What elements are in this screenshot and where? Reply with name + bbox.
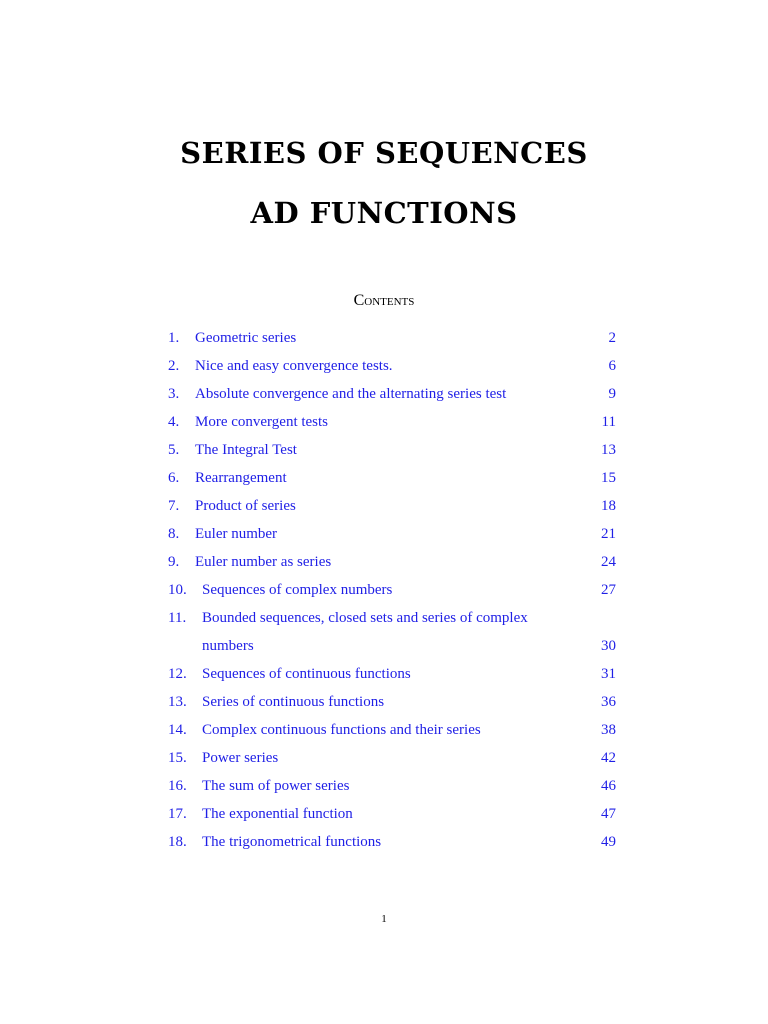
toc-entry-5[interactable] [168,438,616,466]
toc-entry-title[interactable]: Nice and easy convergence tests. [195,358,393,374]
toc-entry-11[interactable] [168,606,616,662]
toc-entry-title[interactable]: The sum of power series [202,778,350,794]
toc-entry-number: 14. [168,722,187,738]
toc-entry-number: 12. [168,666,187,682]
toc-entry-number: 3. [168,386,180,402]
page-number: 1 [381,913,387,925]
toc-entry-title-line-1[interactable]: Bounded sequences, closed sets and series of complex [202,610,528,626]
toc-entry-number: 8. [168,526,180,542]
toc-entry-number: 18. [168,834,187,850]
toc-entry-page[interactable]: 46 [601,778,616,794]
toc-entry-page[interactable]: 9 [608,386,616,402]
toc-entry-title[interactable]: Power series [202,750,279,766]
toc-entry-page[interactable]: 42 [601,750,616,766]
toc-entry-number: 7. [168,498,180,514]
toc-entry-18[interactable] [168,830,616,858]
toc-entry-2[interactable] [168,354,616,382]
toc-entry-10[interactable] [168,578,616,606]
document-title-line-2: AD FUNCTIONS [250,196,518,230]
toc-entry-title[interactable]: The trigonometrical functions [202,834,382,850]
document-title-line-1: SERIES OF SEQUENCES [180,136,588,170]
toc-entry-number: 17. [168,806,187,822]
toc-entry-title[interactable]: Product of series [195,498,296,514]
toc-entry-number: 5. [168,442,180,458]
toc-entry-13[interactable] [168,690,616,718]
toc-entry-3[interactable] [168,382,616,410]
toc-entry-title[interactable]: Complex continuous functions and their series [202,722,481,738]
toc-entry-title[interactable]: The Integral Test [195,442,297,458]
toc-entry-page[interactable]: 27 [601,582,616,598]
toc-entry-title[interactable]: Absolute convergence and the alternating series test [195,386,507,402]
toc-entry-page[interactable]: 6 [608,358,616,374]
toc-entry-page[interactable]: 21 [601,526,616,542]
toc-entry-title-line-2[interactable]: numbers [202,638,254,654]
toc-entry-number: 1. [168,330,180,346]
toc-entry-number: 4. [168,414,180,430]
toc-entry-title[interactable]: Series of continuous functions [202,694,385,710]
toc-entry-6[interactable] [168,466,616,494]
toc-entry-number: 16. [168,778,187,794]
toc-entry-number: 15. [168,750,187,766]
toc-entry-8[interactable] [168,522,616,550]
toc-entry-page[interactable]: 18 [601,498,616,514]
toc-entry-page[interactable]: 30 [601,638,616,654]
toc-entry-title[interactable]: Rearrangement [195,470,287,486]
toc-entry-number: 2. [168,358,180,374]
toc-entry-4[interactable] [168,410,616,438]
toc-entry-9[interactable] [168,550,616,578]
toc-entry-page[interactable]: 11 [601,414,616,430]
toc-entry-number: 10. [168,582,187,598]
toc-entry-page[interactable]: 47 [601,806,616,822]
toc-entry-page[interactable]: 31 [601,666,616,682]
toc-entry-title[interactable]: Geometric series [195,330,297,346]
toc-entry-page[interactable]: 2 [608,330,616,346]
toc-entry-title[interactable]: The exponential function [202,806,353,822]
toc-entry-15[interactable] [168,746,616,774]
toc-entry-number: 11. [168,610,187,626]
toc-entry-17[interactable] [168,802,616,830]
table-of-contents [168,326,616,858]
contents-heading: Contents [353,292,415,309]
toc-entry-16[interactable] [168,774,616,802]
toc-entry-1[interactable] [168,326,616,354]
toc-entry-title[interactable]: Sequences of complex numbers [202,582,393,598]
toc-entry-number: 13. [168,694,187,710]
toc-entry-title[interactable]: Sequences of continuous functions [202,666,411,682]
toc-entry-page[interactable]: 15 [601,470,616,486]
toc-entry-title[interactable]: More convergent tests [195,414,329,430]
toc-entry-page[interactable]: 24 [601,554,616,570]
toc-entry-title[interactable] [202,604,580,660]
toc-entry-title[interactable]: Euler number [195,526,278,542]
toc-entry-number: 9. [168,554,180,570]
toc-entry-14[interactable] [168,718,616,746]
toc-entry-page[interactable]: 13 [601,442,616,458]
toc-entry-page[interactable]: 36 [601,694,616,710]
toc-entry-title[interactable]: Euler number as series [195,554,332,570]
toc-entry-page[interactable]: 38 [601,722,616,738]
toc-entry-page[interactable]: 49 [601,834,616,850]
toc-entry-12[interactable] [168,662,616,690]
toc-entry-7[interactable] [168,494,616,522]
toc-entry-number: 6. [168,470,180,486]
